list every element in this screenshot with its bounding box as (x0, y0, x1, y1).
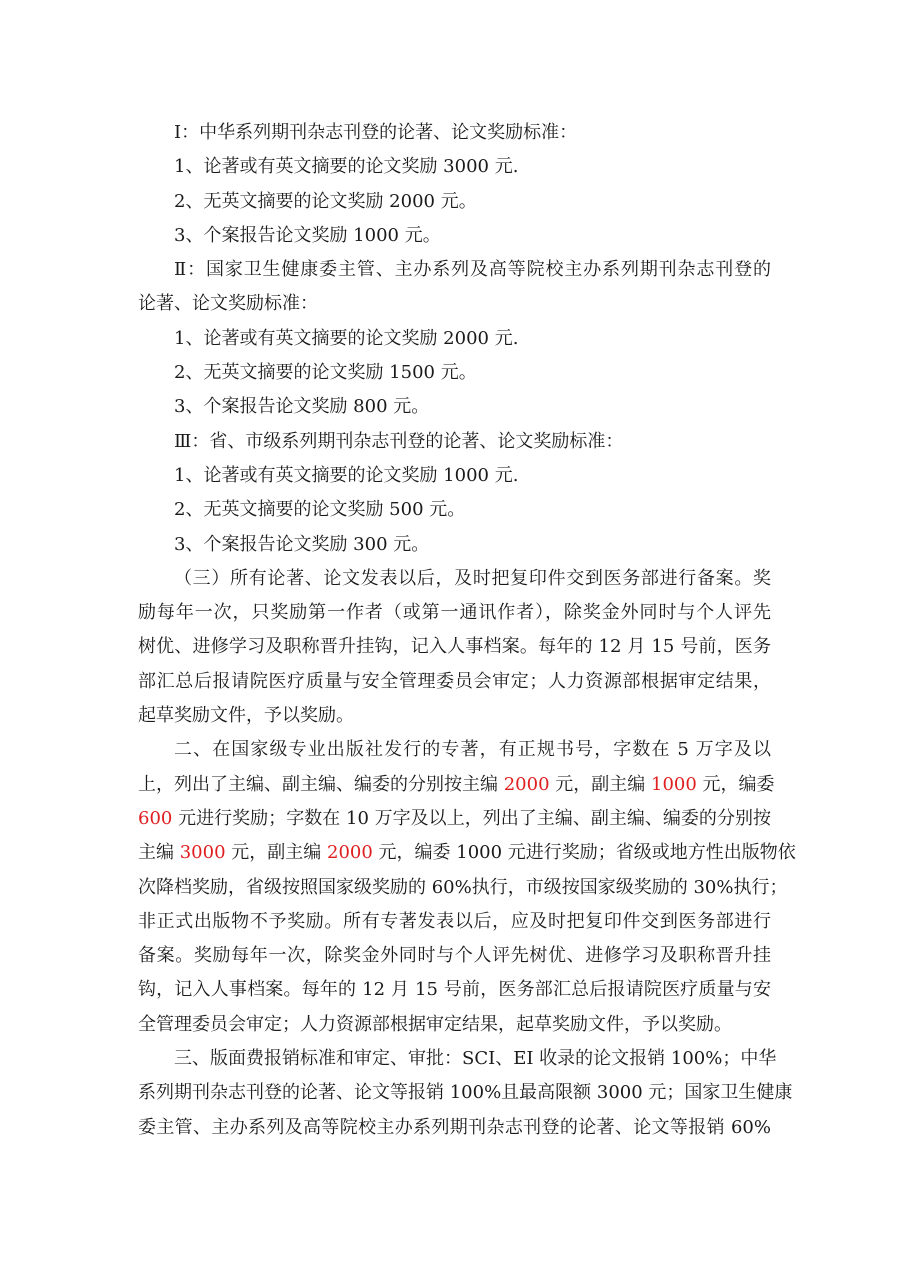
highlighted-amount: 600 (138, 807, 173, 829)
paragraph-3-line-4: 部汇总后报请院医疗质量与安全管理委员会审定；人力资源部根据审定结果， (138, 670, 771, 692)
standard-2-heading: Ⅱ：国家卫生健康委主管、主办系列及高等院校主办系列期刊杂志刊登的 (174, 259, 771, 281)
standard-3-item-2: 2、无英文摘要的论文奖励 500 元。 (174, 499, 466, 521)
text-segment: 元，编委 (696, 773, 775, 795)
paragraph-3-line-1: （三）所有论著、论文发表以后，及时把复印件交到医务部进行备案。奖 (174, 567, 771, 589)
standard-1-item-2: 2、无英文摘要的论文奖励 2000 元。 (174, 190, 477, 212)
text-segment: 元进行奖励；字数在 10 万字及以上，列出了主编、副主编、编委的分别按 (172, 807, 771, 829)
section-2-line-3 (138, 802, 771, 836)
standard-2-heading-cont: 论著、论文奖励标准： (138, 293, 318, 315)
paragraph-3-line-5: 起草奖励文件，予以奖励。 (138, 705, 354, 727)
standard-3-heading: Ⅲ：省、市级系列期刊杂志刊登的论著、论文奖励标准： (174, 430, 624, 452)
highlighted-amount: 3000 (179, 842, 226, 864)
standard-1-item-1: 1、论著或有英文摘要的论文奖励 3000 元. (174, 156, 519, 178)
section-3-line-1: 三、版面费报销标准和审定、审批：SCI、EI 收录的论文报销 100%；中华 (174, 1048, 777, 1070)
highlighted-amount: 2000 (327, 842, 373, 864)
standard-2-item-1: 1、论著或有英文摘要的论文奖励 2000 元. (174, 327, 519, 349)
section-3-line-2: 系列期刊杂志刊登的论著、论文等报销 100%且最高限额 3000 元；国家卫生健康 (138, 1082, 793, 1104)
section-2-line-5: 次降档奖励，省级按照国家级奖励的 60%执行，市级按国家级奖励的 30%执行； (138, 876, 788, 898)
section-2-line-4 (138, 836, 796, 870)
text-segment: 主编 (138, 842, 180, 864)
section-3-line-3: 委主管、主办系列及高等院校主办系列期刊杂志刊登的论著、论文等报销 60% (138, 1116, 771, 1138)
section-2-line-1: 二、在国家级专业出版社发行的专著，有正规书号，字数在 5 万字及以 (174, 739, 771, 761)
standard-1-heading: Ⅰ：中华系列期刊杂志刊登的论著、论文奖励标准： (174, 122, 578, 143)
text-segment: 元，副主编 (549, 773, 651, 795)
section-2-line-8: 钩，记入人事档案。每年的 12 月 15 号前，医务部汇总后报请院医疗质量与安 (138, 979, 771, 1001)
paragraph-3-line-3: 树优、进修学习及职称晋升挂钩，记入人事档案。每年的 12 月 15 号前，医务 (138, 636, 771, 658)
section-2-line-2 (138, 768, 775, 802)
text-segment: 上，列出了主编、副主编、编委的分别按主编 (138, 773, 504, 795)
standard-1-item-3: 3、个案报告论文奖励 1000 元。 (174, 224, 441, 246)
standard-3-item-3: 3、个案报告论文奖励 300 元。 (174, 533, 430, 555)
section-2-line-9: 全管理委员会审定；人力资源部根据审定结果，起草奖励文件，予以奖励。 (138, 1013, 732, 1035)
highlighted-amount: 2000 (503, 773, 550, 795)
section-2-line-6: 非正式出版物不予奖励。所有专著发表以后，应及时把复印件交到医务部进行 (138, 910, 771, 932)
section-2-line-7: 备案。奖励每年一次，除奖金外同时与个人评先树优、进修学习及职称晋升挂 (138, 945, 771, 967)
standard-2-item-3: 3、个案报告论文奖励 800 元。 (174, 396, 430, 418)
highlighted-amount: 1000 (651, 773, 697, 795)
text-segment: 元，副主编 (225, 842, 327, 864)
paragraph-3-line-2: 励每年一次，只奖励第一作者（或第一通讯作者），除奖金外同时与个人评先 (138, 602, 771, 624)
standard-3-item-1: 1、论著或有英文摘要的论文奖励 1000 元. (174, 464, 519, 486)
text-segment: 元，编委 1000 元进行奖励；省级或地方性出版物依 (372, 842, 796, 864)
standard-2-item-2: 2、无英文摘要的论文奖励 1500 元。 (174, 362, 477, 384)
